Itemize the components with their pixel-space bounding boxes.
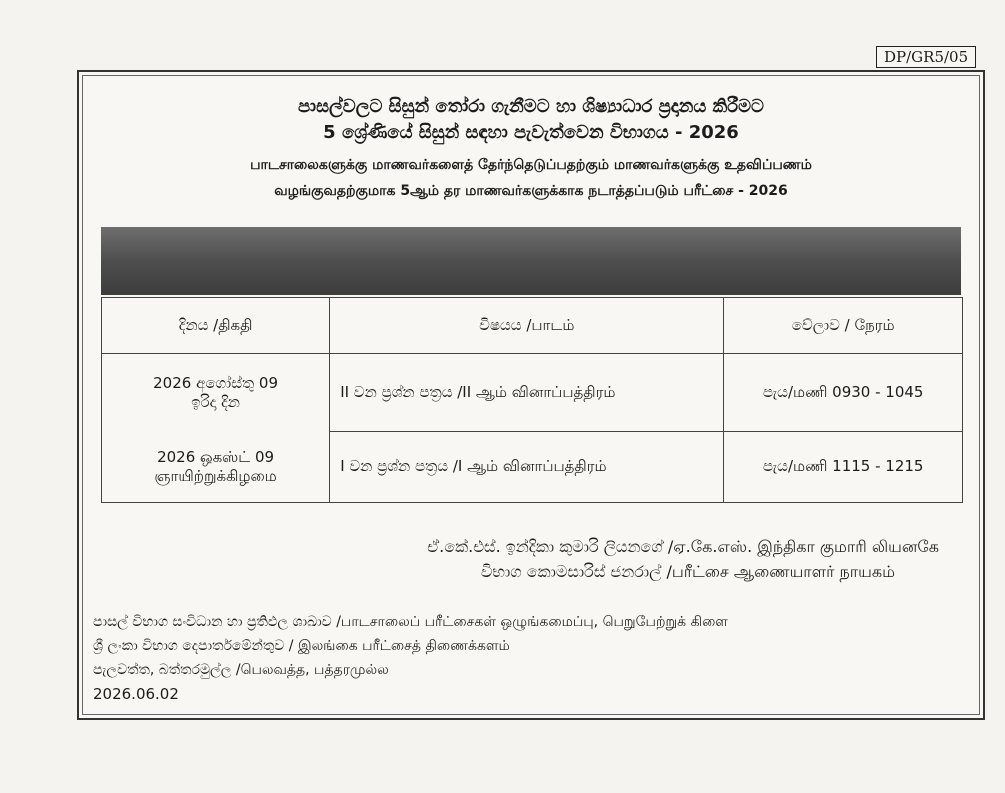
time-cell: පැය/மணி 1115 - 1215: [724, 432, 963, 503]
notice-heading: [79, 94, 983, 204]
issuing-office: [93, 610, 728, 706]
office-branch: පාසල් විභාග සංවිධාන හා ප්‍රතිඵල ශාඛාව /பாடசாலைப் பரீட்சைகள் ஒழுங்கமைப்பு, பெறுபேற்றுக் கிளை: [93, 614, 728, 630]
notice-frame: [77, 70, 985, 720]
header-time: වේලාව / நேரம்: [724, 298, 963, 354]
heading-sinhala-line2: 5 ශ්‍රේණියේ සිසුන් සඳහා පැවැත්වෙන විභාගය - 2026: [323, 122, 739, 143]
date-tamil-cell: [102, 432, 330, 503]
timetable: [101, 297, 963, 503]
signature-block: [427, 534, 939, 584]
table-row: [102, 432, 963, 503]
date-sinhala-line2: ඉරිදා දින: [191, 392, 240, 411]
header-subject: විෂයය /பாடம்: [330, 298, 724, 354]
office-address: පැලවත්ත, බත්තරමුල්ල /பெலவத்த, பத்தரமுல்ல: [93, 662, 389, 678]
reference-code: DP/GR5/05: [876, 46, 976, 68]
signatory-title: විභාග කොමසාරිස් ජනරාල් /பரீட்சை ஆணையாளர் நாயகம்: [480, 562, 895, 581]
subject-cell: I වන ප්‍රශ්න පත්‍රය /I ஆம் வினாப்பத்திரம்: [330, 432, 724, 503]
heading-sinhala-line1: පාසල්වලට සිසුන් තෝරා ගැනීමට හා ශිෂ්‍යාධාර ප්‍රදානය කිරීමට: [298, 96, 764, 117]
header-date: දිනය /திகதி: [102, 298, 330, 354]
office-department: ශ්‍රී ලංකා විභාග දෙපාර්තමේන්තුව / இலங்கை பரீட்சைத் திணைக்களம்: [93, 638, 510, 654]
table-header-row: [102, 298, 963, 354]
date-tamil-line1: 2026 ஒகஸ்ட் 09: [157, 447, 275, 466]
heading-tamil-line2: வழங்குவதற்குமாக 5ஆம் தர மாணவர்களுக்காக நடாத்தப்படும் பரீட்சை - 2026: [274, 183, 788, 199]
shaded-band: [101, 227, 961, 295]
date-sinhala-cell: [102, 354, 330, 432]
time-cell: පැය/மணி 0930 - 1045: [724, 354, 963, 432]
issue-date: 2026.06.02: [93, 685, 179, 703]
date-tamil-line2: ஞாயிற்றுக்கிழமை: [154, 466, 277, 485]
signatory-name: ඒ.කේ.එස්. ඉන්දිකා කුමාරි ලියනගේ /ஏ.கே.எஸ். இந்திகா குமாரி லியனகே: [427, 537, 939, 556]
date-sinhala-line1: 2026 අගෝස්තු 09: [153, 373, 279, 392]
subject-cell: II වන ප්‍රශ්න පත්‍රය /II ஆம் வினாப்பத்திரம்: [330, 354, 724, 432]
heading-tamil-line1: பாடசாலைகளுக்கு மாணவர்களைத் தேர்ந்தெடுப்பதற்கும் மாணவர்களுக்கு உதவிப்பணம்: [250, 157, 812, 173]
table-row: [102, 354, 963, 432]
